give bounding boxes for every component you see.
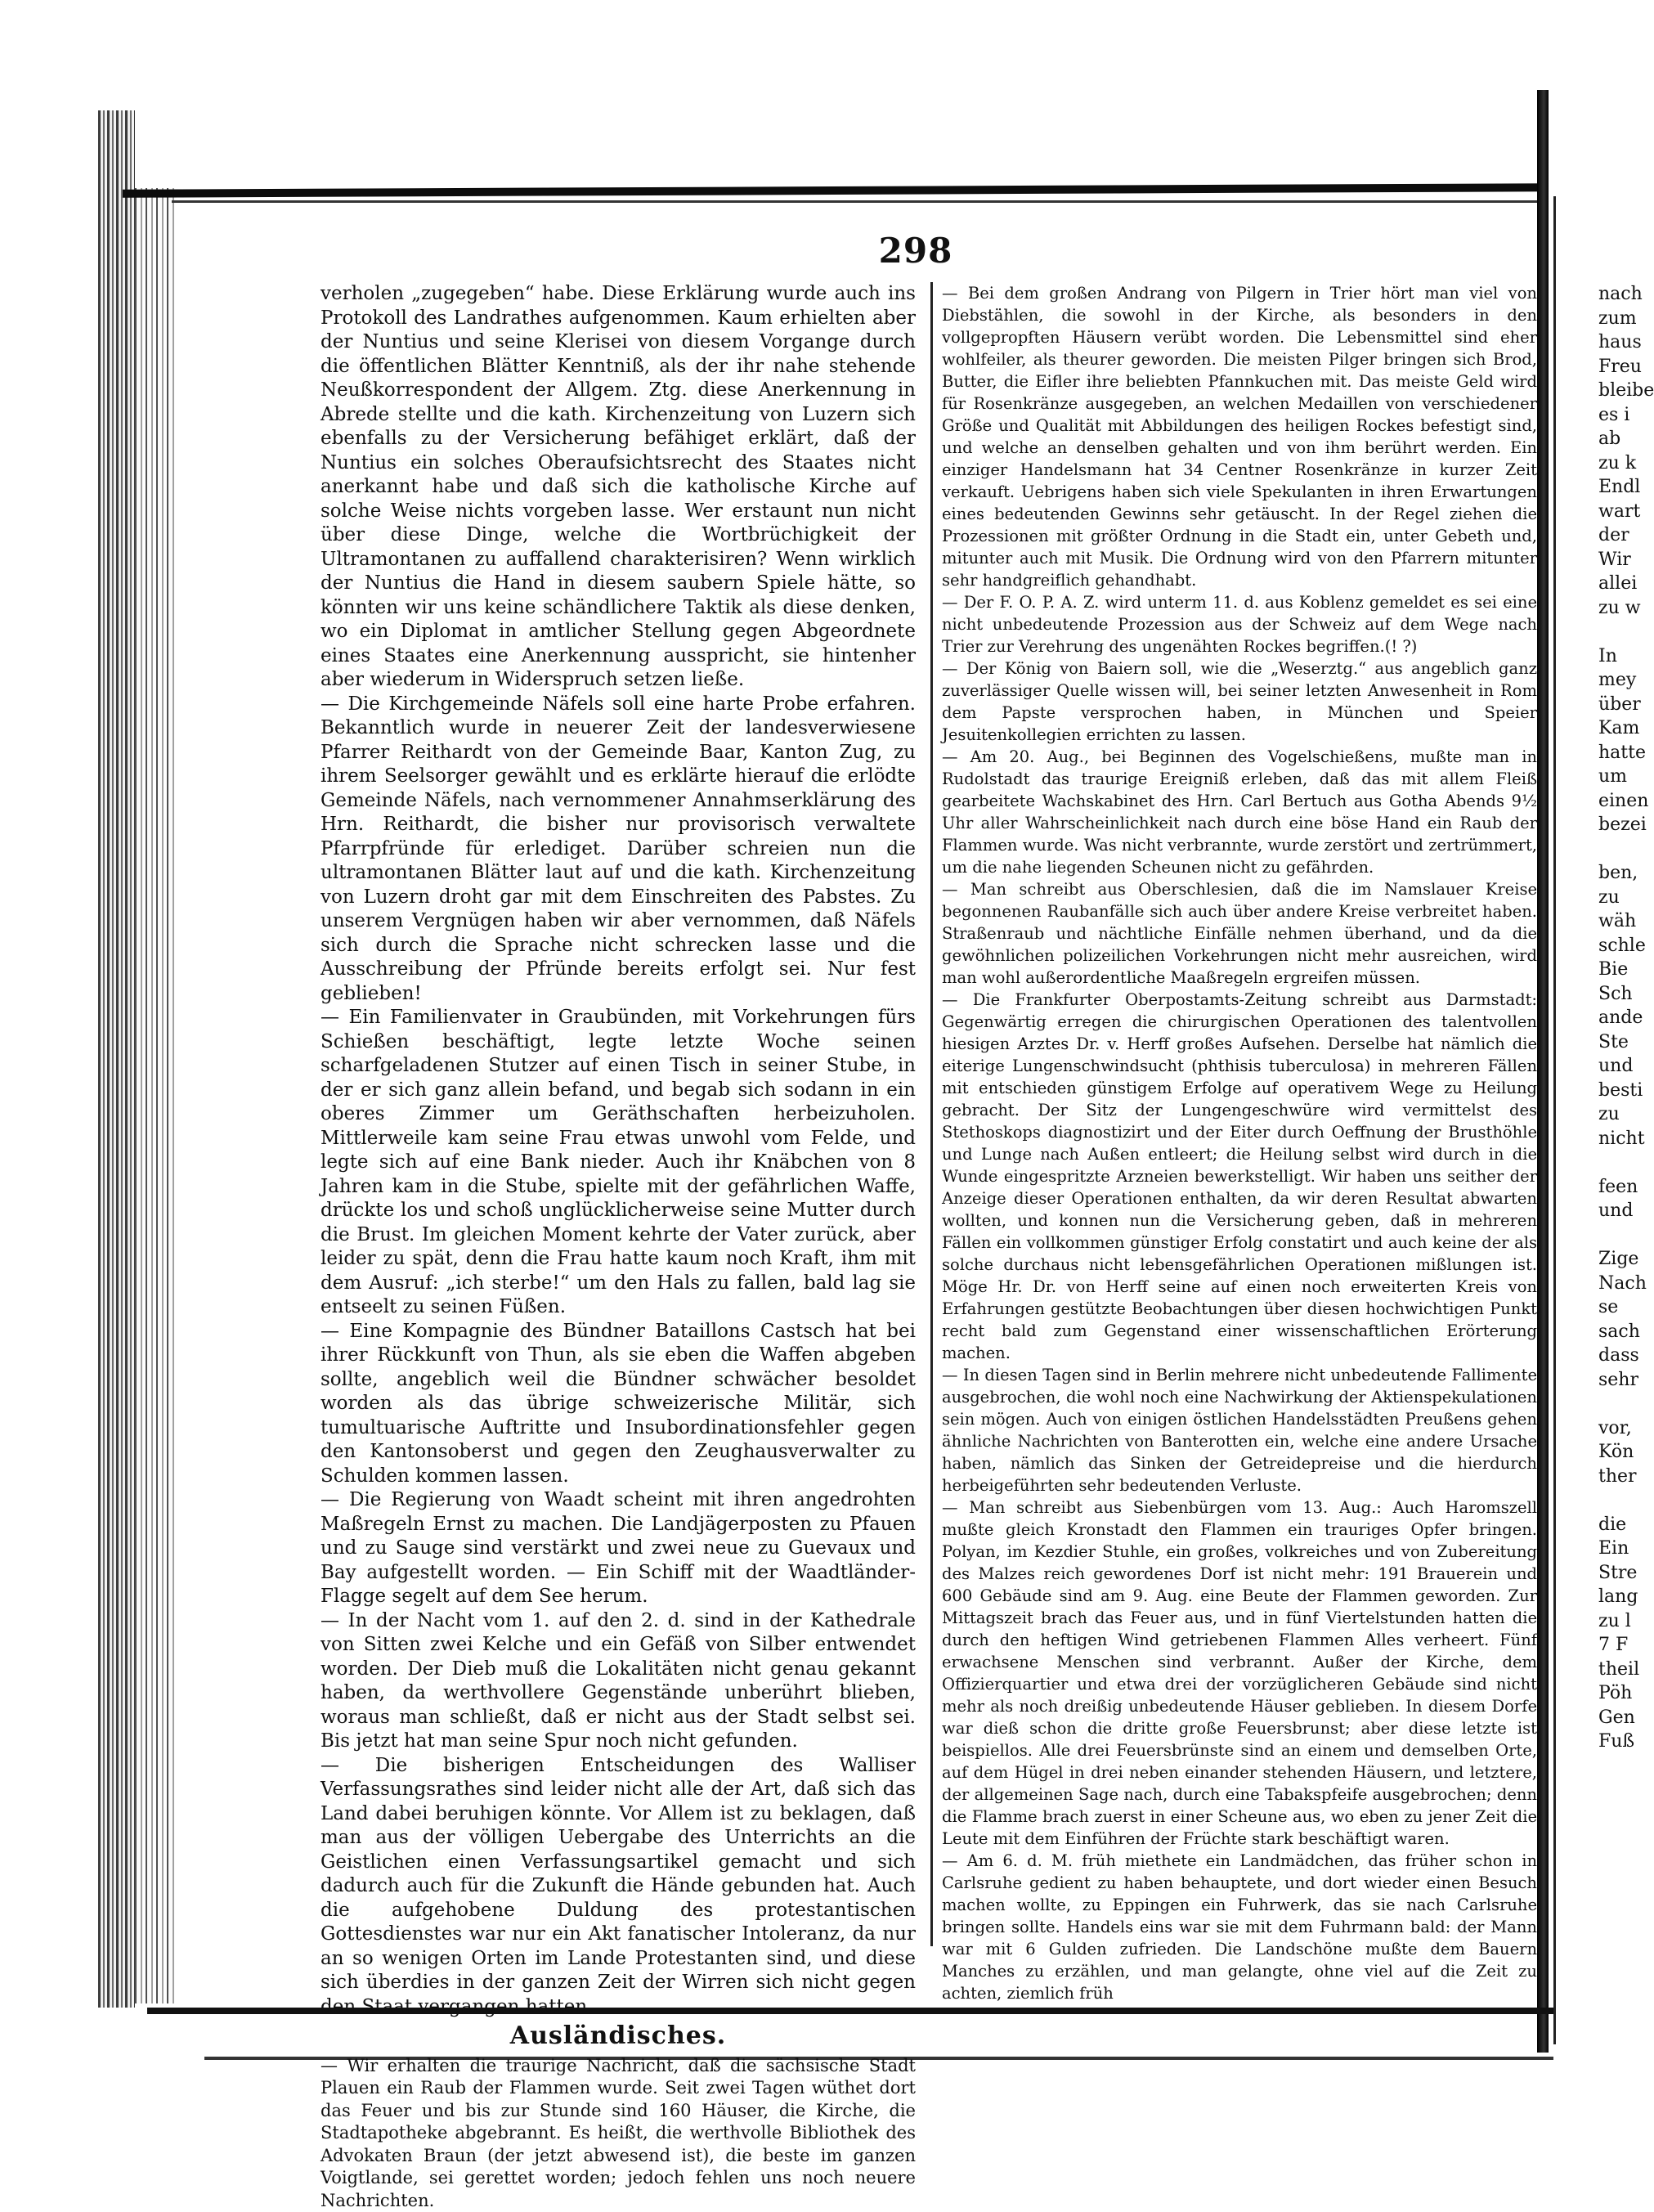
next-page-fragment: feen	[1598, 1175, 1635, 1200]
next-page-fragment: ande	[1598, 1006, 1635, 1030]
article-paragraph: — Die Kirchgemeinde Näfels soll eine harte Probe erfahren. Bekanntlich wurde in neuerer Zeit der landesverwiesene Pfarrer Reithardt von der Gemeinde Baar, Kanton Zug, zu ihrem Seelsorger gewählt und es erklärte hierauf die erlödte Gemeinde Näfels, nach vernommener Annahmserklärung des Hrn. Reithardt, die bisher nur provisorisch verwaltete Pfarrpfründe für erlediget. Darüber schreien nun die ultramontanen Blätter laut auf und die kath. Kirchenzeitung von Luzern droht gar mit dem Einschreiten des Pabstes. Zu unserem Vergnügen haben wir aber vernommen, daß Näfels sich durch die Sprache nicht schrecken lasse und die Ausschreibung der Pfründe bereits erfolgt sei. Nur fest geblieben!	[320, 693, 916, 1007]
right-column	[942, 282, 1537, 2004]
next-page-fragment: es i	[1598, 403, 1635, 428]
next-page-fragment: über	[1598, 693, 1635, 717]
next-page-fragment: Stre	[1598, 1561, 1635, 1586]
article-paragraph: verholen „zugegeben“ habe. Diese Erklärung wurde auch ins Protokoll des Landrathes aufgenommen. Kaum erhielten aber der Nuntius und seine Klerisei von diesem Vorgange durch die öffentlichen Blätter Kenntniß, als der ihr nahe stehende Neußkorrespondent der Allgem. Ztg. diese Anerkennung in Abrede stellte und die kath. Kirchenzeitung von Luzern sich ebenfalls zu der Versicherung befähiget erklärt, daß der Nuntius ein solches Oberaufsichtsrecht des Staates nicht anerkannt habe und daß sich die katholische Kirche auf solche Weise nichts vorgeben lasse. Wer erstaunt nun nicht über diese Dinge, welche die Wortbrüchigkeit der Ultramontanen zu auffallend charakterisiren? Wenn wirklich der Nuntius die Hand in diesem saubern Spiele hätte, so könnten wir uns keine schändlichere Taktik als diese denken, wo ein Diplomat in amtlicher Stellung gegen Abgeordnete eines Staates eine Anerkennung ausspricht, sie hintenher aber wiederum in Widerspruch setzen ließe.	[320, 282, 916, 693]
next-page-fragment: bezei	[1598, 813, 1635, 837]
next-page-fragment: Pöh	[1598, 1681, 1635, 1706]
article-paragraph: — Am 6. d. M. früh miethete ein Landmädchen, das früher schon in Carlsruhe gedient zu haben behauptete, und dort wieder einen Besuch machen wollte, zu Eppingen ein Fuhrwerk, das sie nach Carlsruhe bringen sollte. Handels eins war sie mit dem Fuhrmann bald: der Mann war mit 6 Gulden zufrieden. Die Landschöne mußte dem Bauern Manches zu erzählen, und man gelangte, ohne viel auf die Zeit zu achten, ziemlich früh	[942, 1850, 1537, 2004]
article-paragraph: — Wir erhalten die traurige Nachricht, daß die sächsische Stadt Plauen ein Raub der Flammen wurde. Seit zwei Tagen wüthet dort das Feuer und bis zur Stunde sind 160 Häuser, die Kirche, die Stadtapotheke abgebrannt. Es heißt, die werthvolle Bibliothek des Advokaten Braun (der jetzt abwesend ist), die beste im ganzen Voigtlande, sei gerettet worden; jedoch fehlen uns noch neuere Nachrichten.	[320, 2055, 916, 2212]
article-paragraph: — In der Nacht vom 1. auf den 2. d. sind in der Kathedrale von Sitten zwei Kelche und ein Gefäß von Silber entwendet worden. Der Dieb muß die Lokalitäten nicht genau gekannt haben, da werthvollere Gegenstände unberührt blieben, woraus man schließt, daß er nicht aus der Stadt selbst sei. Bis jetzt hat man seine Spur noch nicht gefunden.	[320, 1609, 916, 1754]
next-page-fragment: 7 F	[1598, 1633, 1635, 1658]
section-heading: Ausländisches.	[320, 2024, 916, 2048]
next-page-fragment: Ste	[1598, 1030, 1635, 1055]
next-page-fragment: nach	[1598, 282, 1635, 307]
next-page-fragment: Bie	[1598, 958, 1635, 982]
next-page-fragment: se	[1598, 1295, 1635, 1320]
next-page-fragment: bleibe	[1598, 379, 1635, 403]
next-page-fragment: vor,	[1598, 1416, 1635, 1441]
next-page-fragment: Endl	[1598, 475, 1635, 500]
article-paragraph: — Der F. O. P. A. Z. wird unterm 11. d. aus Koblenz gemeldet es sei eine nicht unbedeutende Prozession aus der Schweiz auf dem Wege nach Trier zur Verehrung des ungenähten Rockes begriffen.(! ?)	[942, 591, 1537, 657]
next-page-fragment	[1598, 620, 1635, 644]
next-page-fragment: ben,	[1598, 861, 1635, 886]
next-page-fragment: lang	[1598, 1585, 1635, 1609]
top-rule	[123, 183, 1545, 198]
article-paragraph: — Man schreibt aus Oberschlesien, daß die im Namslauer Kreise begonnenen Raubanfälle sich auch über andere Kreise verbreitet haben. Straßenraub und nächtliche Einfälle nehmen überhand, und da die gewöhnlichen polizeilichen Vorkehrungen nicht mehr ausreichen, wird man wohl außerordentliche Maaßregeln ergreifen müssen.	[942, 878, 1537, 989]
top-rule-thin	[172, 200, 1545, 203]
book-pages-edge	[135, 188, 176, 2003]
next-page-fragment	[1598, 1488, 1635, 1513]
book-gutter-line	[1553, 196, 1556, 2044]
article-paragraph: — Ein Familienvater in Graubünden, mit Vorkehrungen fürs Schießen beschäftigt, legte letzte Woche seinen scharfgeladenen Stutzer auf einen Tisch in seiner Stube, in der er sich ganz allein befand, und begab sich sodann in ein oberes Zimmer um Geräthschaften herbeizuholen. Mittlerweile kam seine Frau etwas unwohl vom Felde, und legte sich auf eine Bank nieder. Auch ihr Knäbchen von 8 Jahren kam in die Stube, spielte mit der gefährlichen Waffe, drückte los und schoß unglücklicherweise seine Mutter durch die Brust. Im gleichen Moment kehrte der Vater zurück, aber leider zu spät, denn die Frau hatte kaum noch Kraft, ihm mit dem Ausruf: „ich sterbe!“ um den Hals zu fallen, bald lag sie entseelt zu seinen Füßen.	[320, 1006, 916, 1320]
next-page-fragment: Freu	[1598, 355, 1635, 379]
next-page-fragment: nicht	[1598, 1127, 1635, 1151]
article-paragraph: — Man schreibt aus Siebenbürgen vom 13. Aug.: Auch Haromszell mußte gleich Kronstadt den Flammen ein trauriges Opfer bringen. Polyan, im Kezdier Stuhle, ein großes, volkreiches und von Zubereitung des Malzes reich gewordenes Dorf ist nicht mehr: 191 Brauerein und 600 Gebäude sind am 9. Aug. eine Beute der Flammen geworden. Zur Mittagszeit brach das Feuer aus, und in fünf Viertelstunden hatten die durch den heftigen Wind getriebenen Flammen Alles verheert. Fünf erwachsene Menschen sind verbrannt. Außer der Kirche, dem Offizierquartier und etwa drei der vorzüglicheren Gebäude sind nicht mehr als noch dreißig unbedeutende Häuser geblieben. In diesem Dorfe war dieß schon die dritte große Feuersbrunst; aber diese letzte ist beispiellos. Alle drei Feuersbrünste sind an einem und demselben Orte, auf dem Hügel in drei neben einander stehenden Häusern, und letztere, der allgemeinen Sage nach, durch eine Tabakspfeife ausgebrochen; denn die Flamme brach zuerst in einer Scheune aus, wo eben zu jener Zeit die Leute mit dem Einführen der Früchte stark beschäftigt waren.	[942, 1496, 1537, 1850]
next-page-fragment: zu w	[1598, 596, 1635, 621]
next-page-fragment: zu	[1598, 1102, 1635, 1127]
next-page-fragment: theil	[1598, 1658, 1635, 1682]
book-edge-left	[98, 110, 135, 2008]
article-paragraph: — Die Regierung von Waadt scheint mit ihren angedrohten Maßregeln Ernst zu machen. Die Landjägerposten zu Pfauen und zu Sauge sind verstärkt und zwei neue zu Guevaux und Bay aufgestellt worden. — Ein Schiff mit der Waadtländer-Flagge segelt auf dem See herum.	[320, 1488, 916, 1609]
article-paragraph: — Der König von Baiern soll, wie die „Weserztg.“ aus angeblich ganz zuverlässiger Quelle wissen will, bei seiner letzten Anwesenheit in Rom dem Papste versprochen haben, in München und Speier Jesuitenkollegien errichten zu lassen.	[942, 657, 1537, 746]
next-page-fragment: wart	[1598, 500, 1635, 524]
book-gutter-right	[1537, 90, 1549, 2053]
article-paragraph: — Bei dem großen Andrang von Pilgern in Trier hört man viel von Diebstählen, die sowohl in der Kirche, als besonders in den vollgepropften Häusern verübt worden. Die Lebensmittel sind eher wohlfeiler, als theurer geworden. Die meisten Pilger bringen sich Brod, Butter, die Eifler ihre beliebten Pfannkuchen mit. Das meiste Geld wird für Rosenkränze ausgegeben, an welchen Medaillen von verschiedener Größe und Qualität mit Abbildungen des heiligen Rockes befestigt sind, und welche an denselben gehalten und von ihm berührt werden. Ein einziger Handelsmann hat 34 Centner Rosenkränze in kurzer Zeit verkauft. Uebrigens haben sich viele Spekulanten in ihren Erwartungen eines bedeutenden Gewinns sehr getäuscht. In der Regel ziehen die Prozessionen mit größter Ordnung in die Stadt ein, unter Gebeth und, mitunter auch mit Musik. Die Ordnung wird von den Pfarrern mitunter sehr handgreiflich gehandhabt.	[942, 282, 1537, 591]
next-page-fragment: Zige	[1598, 1247, 1635, 1272]
next-page-fragment	[1598, 1223, 1635, 1248]
next-page-fragment: sehr	[1598, 1368, 1635, 1393]
column-divider	[930, 282, 933, 1946]
article-paragraph: — Am 20. Aug., bei Beginnen des Vogelschießens, mußte man in Rudolstadt das traurige Ereigniß erleben, daß das mit allem Fleiß gearbeitete Wachskabinet des Hrn. Carl Bertuch aus Gotha Abends 9½ Uhr aller Wahrscheinlichkeit nach durch eine böse Hand ein Raub der Flammen wurde. Was nicht verbrannte, wurde zerstört und zertrümmert, um die nahe liegenden Scheunen nicht zu gefährden.	[942, 746, 1537, 878]
next-page-fragment: und	[1598, 1054, 1635, 1079]
next-page-fragment: und	[1598, 1199, 1635, 1223]
article-paragraph: — Die bisherigen Entscheidungen des Walliser Verfassungsrathes sind leider nicht alle der Art, daß sich das Land dabei beruhigen könnte. Vor Allem ist zu beklagen, daß man aus der völligen Uebergabe des Unterrichts an die Geistlichen einen Verfassungsartikel gemacht und sich dadurch auch für die Zukunft die Hände gebunden hat. Auch die aufgehobene Duldung des protestantischen Gottesdienstes war nur ein Akt fanatischer Intoleranz, da nur an so wenigen Orten im Lande Protestanten sind, und diese sich überdies in der ganzen Zeit der Wirren sich nicht gegen den Staat vergangen hatten.	[320, 1754, 916, 2020]
next-page-fragment: Sch	[1598, 982, 1635, 1007]
next-page-fragment: ther	[1598, 1465, 1635, 1489]
next-page-fragment: In	[1598, 644, 1635, 669]
next-page-fragment: zu	[1598, 886, 1635, 910]
next-page-fragment: ab	[1598, 427, 1635, 451]
next-page-fragment: sach	[1598, 1320, 1635, 1344]
next-page-fragment	[1598, 837, 1635, 862]
next-page-fragment	[1598, 1392, 1635, 1416]
next-page-fragment: mey	[1598, 668, 1635, 693]
next-page-fragment: schle	[1598, 934, 1635, 958]
next-page-fragment: Kam	[1598, 716, 1635, 741]
next-page-fragment: Ein	[1598, 1537, 1635, 1561]
next-page-fragment: zu k	[1598, 451, 1635, 476]
next-page-fragment: besti	[1598, 1079, 1635, 1103]
left-column	[320, 282, 916, 2212]
next-page-fragment: hatte	[1598, 741, 1635, 765]
next-page-fragment: wäh	[1598, 909, 1635, 934]
article-paragraph: — Eine Kompagnie des Bündner Bataillons Castsch hat bei ihrer Rückkunft von Thun, als sie eben die Waffen abgeben sollte, angeblich weil die Bündner schwächer besoldet worden als das übrige schweizerische Militär, sich tumultuarische Auftritte und Insubordinationsfehler gegen den Kantonsoberst und gegen den Zeughausverwalter zu Schulden kommen lassen.	[320, 1320, 916, 1489]
next-page-fragment: haus	[1598, 330, 1635, 355]
next-page-fragment: Wir	[1598, 548, 1635, 572]
next-page-fragment: Kön	[1598, 1440, 1635, 1465]
next-page-fragment: Gen	[1598, 1706, 1635, 1730]
next-page-fragments	[1598, 282, 1635, 1754]
article-paragraph: — Die Frankfurter Oberpostamts-Zeitung schreibt aus Darmstadt: Gegenwärtig erregen die chirurgischen Operationen des talentvollen hiesigen Arztes Dr. v. Herff großes Aufsehen. Derselbe hat nämlich die eiterige Lungenschwindsucht (phthisis tuberculosa) in mehreren Fällen mit entschieden günstigem Erfolge auf operativem Wege zu Heilung gebracht. Der Sitz der Lungengeschwüre wird vermittelst des Stethoskops diagnostizirt und der Eiter durch Oeffnung der Brusthöhle und Lunge nach Außen entleert; die Heilung selbst wird durch in die Wunde eingespritzte Arzneien bewerkstelligt. Wir haben uns seither der Anzeige dieser Operationen enthalten, da wir deren Resultat abwarten wollten, und konnen nun die Versicherung geben, daß in mehreren Fällen ein vollkommen günstiger Erfolg constatirt und auch keine der als solche durchaus nicht lebensgefährlichen Operationen mißlungen ist. Möge Hr. Dr. von Herff seine auf einen noch erweiterten Kreis von Erfahrungen gestützte Beobachtungen über diesen hochwichtigen Punkt recht bald zum Gegenstand einer wissenschaftlichen Erörterung machen.	[942, 989, 1537, 1364]
next-page-fragment: die	[1598, 1513, 1635, 1537]
next-page-fragment: der	[1598, 523, 1635, 548]
article-paragraph: — In diesen Tagen sind in Berlin mehrere nicht unbedeutende Fallimente ausgebrochen, die wohl noch eine Nachwirkung der Aktienspekulationen sein mögen. Auch von einigen östlichen Handelsstädten Preußens gehen ähnliche Nachrichten von Banterotten ein, welche eine andere Ursache haben, nämlich das Sinken der Getreidepreise und die hierdurch herbeigeführten sehr bedeutenden Verluste.	[942, 1364, 1537, 1496]
next-page-fragment: dass	[1598, 1344, 1635, 1368]
next-page-fragment: zu l	[1598, 1609, 1635, 1634]
next-page-fragment: einen	[1598, 789, 1635, 814]
next-page-fragment: Nach	[1598, 1272, 1635, 1296]
next-page-fragment: zum	[1598, 307, 1635, 331]
page-number: 298	[850, 231, 981, 271]
next-page-fragment: Fuß	[1598, 1730, 1635, 1754]
next-page-fragment	[1598, 1151, 1635, 1175]
next-page-fragment: allei	[1598, 572, 1635, 596]
next-page-fragment: um	[1598, 765, 1635, 789]
